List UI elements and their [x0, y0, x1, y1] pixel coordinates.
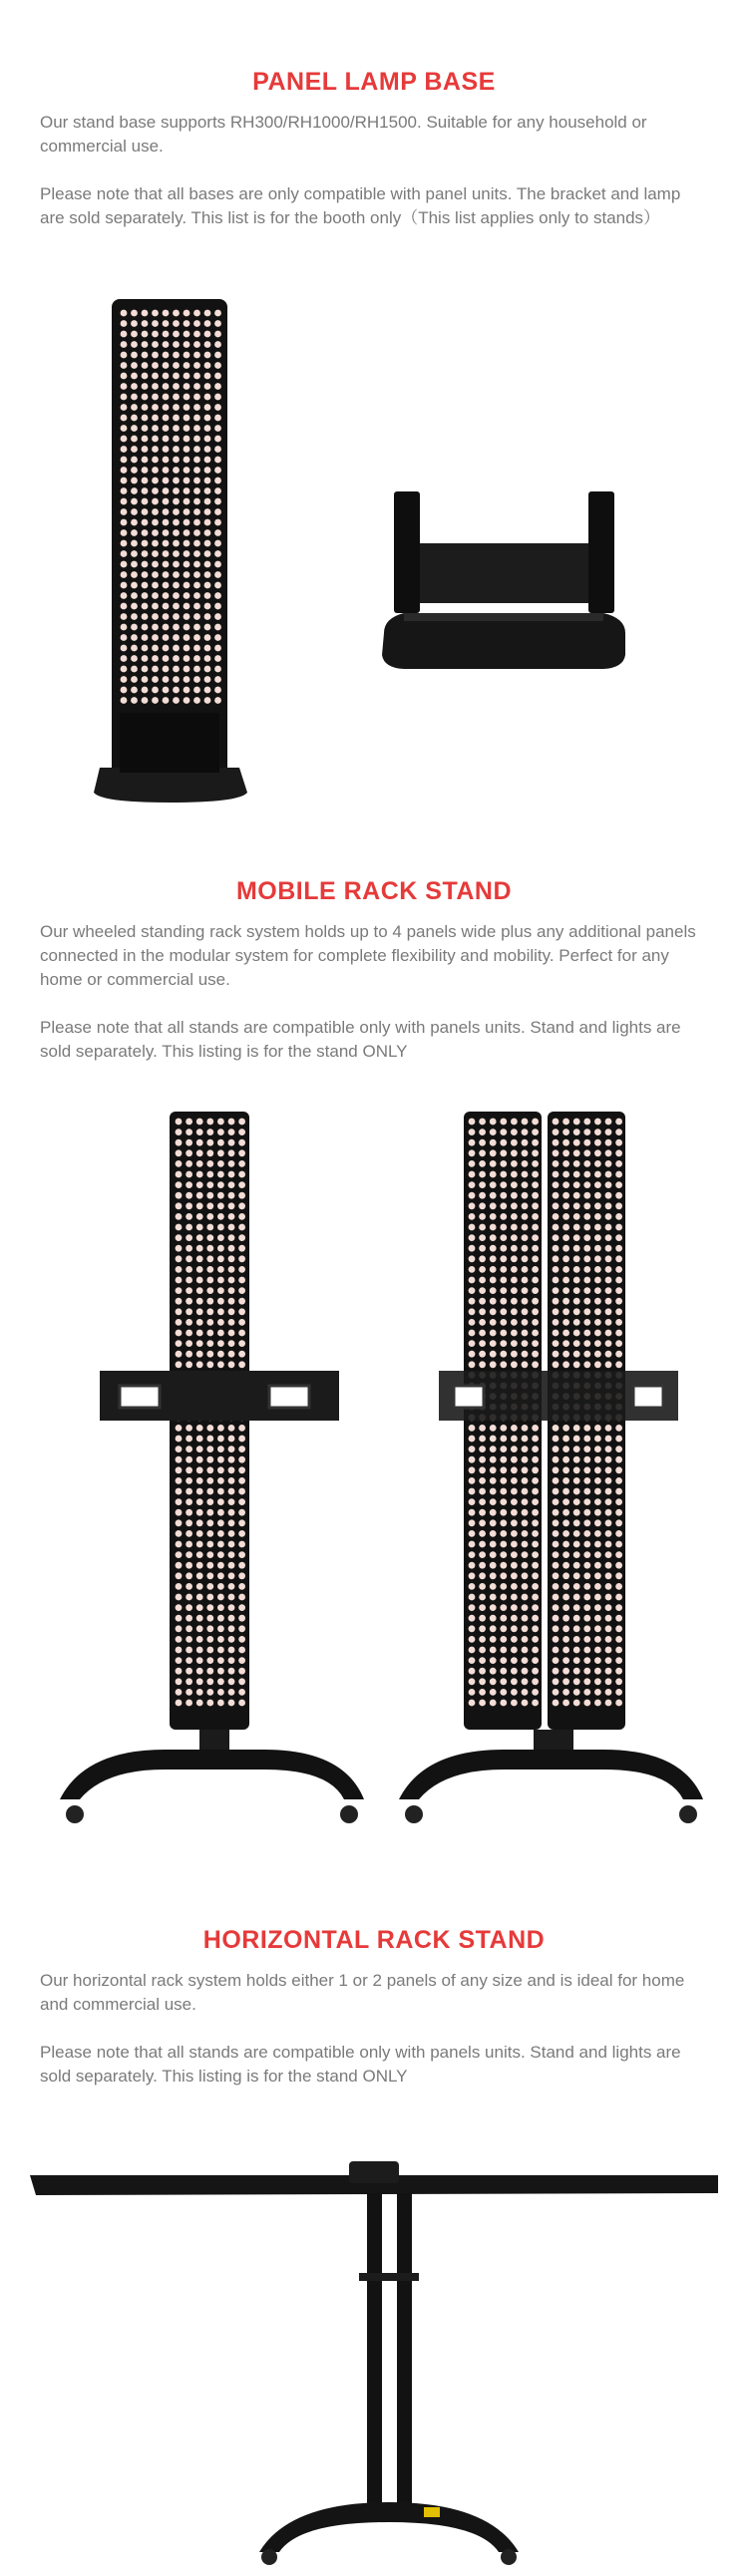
horizontal-rack-stand-section — [0, 1926, 748, 2089]
stand-base-image — [364, 483, 643, 683]
panel-lamp-base-section — [0, 68, 748, 230]
section-title: HORIZONTAL RACK STAND — [202, 1926, 546, 1954]
mobile-stand-double-panel-image — [384, 1112, 723, 1849]
mobile-rack-stand-section — [0, 877, 748, 1064]
panel-on-base-image — [90, 299, 259, 807]
section-note: Please note that all bases are only compatible with panel units. The bracket and lamp are sold separately. This list is for the booth only（This list applies only to stands） — [40, 184, 681, 227]
mobile-stand-single-panel-image — [45, 1112, 384, 1849]
section-description: Our horizontal rack system holds either 1 or 2 panels of any size and is ideal for home and commercial use. — [40, 1971, 685, 2014]
section-note: Please note that all stands are compatible only with panels units. Stand and lights are sold separately. This listing is for the stand ONLY — [40, 1018, 681, 1061]
section-note: Please note that all stands are compatible only with panels units. Stand and lights are sold separately. This listing is for the stand ONLY — [40, 2043, 681, 2086]
section-description: Our stand base supports RH300/RH1000/RH1500. Suitable for any household or commercial use. — [40, 113, 647, 156]
section-description: Our wheeled standing rack system holds up to 4 panels wide plus any additional panels connected in the modular system for complete flexibility and mobility. Perfect for any home or commercial use. — [40, 922, 696, 989]
section-title: MOBILE RACK STAND — [235, 877, 513, 905]
horizontal-stand-image — [30, 2153, 718, 2572]
section-title: PANEL LAMP BASE — [252, 68, 496, 96]
